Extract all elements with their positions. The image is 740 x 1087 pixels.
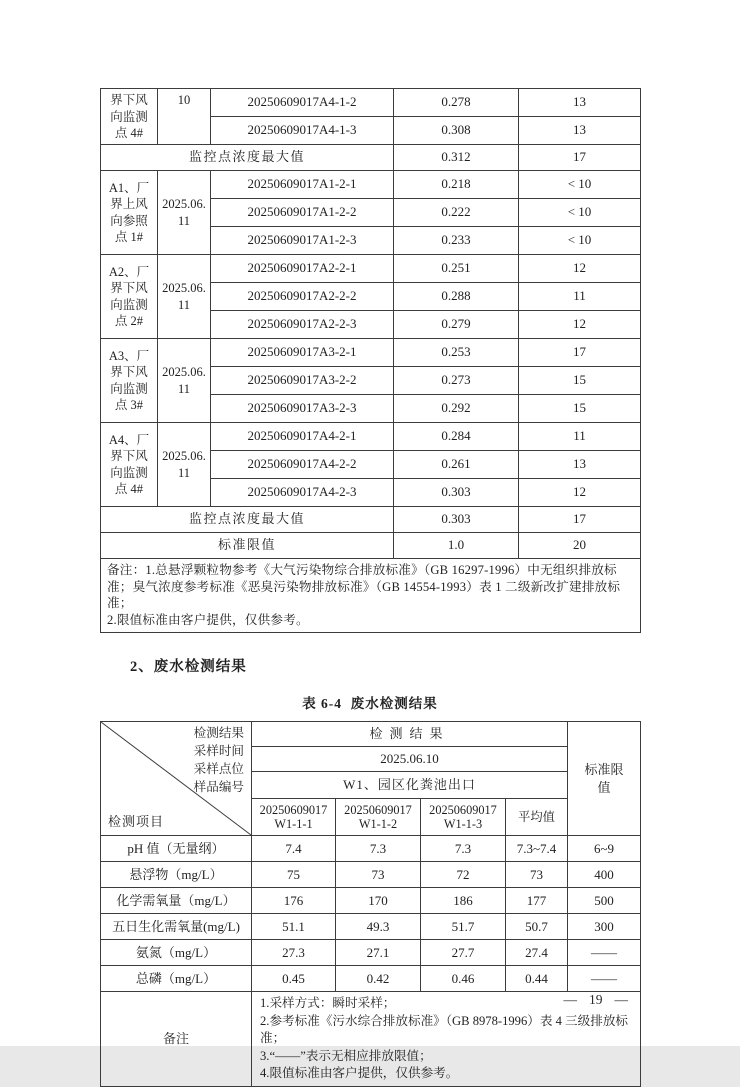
table-row [101,171,641,199]
value-cell: 73 [336,862,421,888]
concentration-cell: 0.312 [394,145,519,171]
odor-value-cell: 13 [519,89,641,117]
limit-header-label: 标准限 值 [568,722,641,836]
sample-id-cell: 20250609017A4-2-2 [211,451,394,479]
concentration-cell: 0.222 [394,199,519,227]
table-row [101,722,641,747]
odor-value-cell: 12 [519,255,641,283]
parameter-name-cell: 总磷（mg/L） [101,966,252,992]
max-concentration-label: 监控点浓度最大值 [101,145,394,171]
monitoring-point-cell: A1、厂 界上风 向参照 点 1# [101,171,158,255]
value-cell: 72 [421,862,506,888]
value-cell: 0.46 [421,966,506,992]
page-number [564,992,629,1008]
concentration-cell: 0.273 [394,367,519,395]
table-row [101,507,641,533]
concentration-cell: 0.284 [394,423,519,451]
sample-date-cell: 10 [158,89,211,145]
sample-id-header: 20250609017 W1-1-1 [252,799,336,836]
sample-id-cell: 20250609017A1-2-2 [211,199,394,227]
sample-date-cell: 2025.06. 11 [158,171,211,255]
odor-value-cell: 15 [519,367,641,395]
limit-cell: 300 [568,914,641,940]
table-row [101,255,641,283]
table-caption: 表 6-4 废水检测结果 [302,696,438,712]
parameter-name-cell: 氨氮（mg/L） [101,940,252,966]
parameter-name-cell: 悬浮物（mg/L） [101,862,252,888]
limit-cell: 500 [568,888,641,914]
limit-cell: 6~9 [568,836,641,862]
odor-value-cell: 13 [519,451,641,479]
sample-id-cell: 20250609017A4-1-3 [211,117,394,145]
concentration-cell: 0.253 [394,339,519,367]
odor-value-cell: < 10 [519,199,641,227]
page-content [100,0,640,1087]
odor-value-cell: 17 [519,507,641,533]
concentration-cell: 0.233 [394,227,519,255]
average-cell: 7.3~7.4 [506,836,568,862]
sample-id-cell: 20250609017A2-2-2 [211,283,394,311]
table-row [101,423,641,451]
value-cell: 186 [421,888,506,914]
sample-id-cell: 20250609017A1-2-1 [211,171,394,199]
average-cell: 27.4 [506,940,568,966]
sample-date-cell: 2025.06. 11 [158,339,211,423]
sample-date-cell: 2025.06. 11 [158,423,211,507]
section-heading: 2、废水检测结果 [130,659,247,676]
odor-value-cell: 11 [519,283,641,311]
parameter-name-cell: 化学需氧量（mg/L） [101,888,252,914]
concentration-cell: 0.303 [394,479,519,507]
concentration-cell: 0.279 [394,311,519,339]
table-row [101,89,641,117]
diagonal-header-cell [101,722,252,836]
odor-value-cell: 12 [519,311,641,339]
standard-limit-label: 标准限值 [101,533,394,559]
limit-cell: 400 [568,862,641,888]
table-row [101,888,641,914]
sampling-location-cell: W1、园区化粪池出口 [252,772,568,799]
monitoring-point-cell: A3、厂 界下风 向监测 点 3# [101,339,158,423]
table-row [101,940,641,966]
table-footnote: 备注：1.总悬浮颗粒物参考《大气污染物综合排放标准》（GB 16297-1996）中无组织排放标准；臭气浓度参考标准《恶臭污染物排放标准》（GB 14554-1993）表 1 二级新改扩建排放标准； 2.限值标准由客户提供，仅供参考。 [101,559,641,633]
odor-value-cell: 20 [519,533,641,559]
sample-date-cell: 2025.06. 11 [158,255,211,339]
average-cell: 73 [506,862,568,888]
header-corner-bottom-label: 检测项目 [108,814,165,830]
air-odor-results-table [100,88,641,633]
table-row [101,862,641,888]
monitoring-point-cell: 界下风 向监测 点 4# [101,89,158,145]
odor-value-cell: 12 [519,479,641,507]
table-row [101,992,641,1087]
value-cell: 27.7 [421,940,506,966]
limit-cell: —— [568,966,641,992]
concentration-cell: 1.0 [394,533,519,559]
concentration-cell: 0.218 [394,171,519,199]
sample-id-cell: 20250609017A4-2-1 [211,423,394,451]
remark-label-cell: 备注 [101,992,252,1087]
max-concentration-label: 监控点浓度最大值 [101,507,394,533]
value-cell: 176 [252,888,336,914]
limit-cell: —— [568,940,641,966]
table-row [101,836,641,862]
value-cell: 7.3 [336,836,421,862]
table-row [101,533,641,559]
result-header-label: 检测结果 [252,722,568,747]
concentration-cell: 0.278 [394,89,519,117]
value-cell: 51.7 [421,914,506,940]
value-cell: 7.4 [252,836,336,862]
odor-value-cell: 15 [519,395,641,423]
odor-value-cell: < 10 [519,171,641,199]
remark-text-cell: 1.采样方式：瞬时采样； 2.参考标准《污水综合排放标准》（GB 8978-1996）表 4 三级排放标准； 3.“——”表示无相应排放限值； 4.限值标准由客户提供，仅供参考。 [252,992,641,1087]
average-header-label: 平均值 [506,799,568,836]
parameter-name-cell: 五日生化需氧量(mg/L) [101,914,252,940]
value-cell: 170 [336,888,421,914]
value-cell: 27.3 [252,940,336,966]
table-row [101,914,641,940]
odor-value-cell: 17 [519,145,641,171]
sample-id-cell: 20250609017A1-2-3 [211,227,394,255]
monitoring-point-cell: A2、厂 界下风 向监测 点 2# [101,255,158,339]
sample-id-header: 20250609017 W1-1-3 [421,799,506,836]
parameter-name-cell: pH 值（无量纲） [101,836,252,862]
table-row [101,145,641,171]
page-number-dash-right: — [614,992,628,1007]
average-cell: 177 [506,888,568,914]
concentration-cell: 0.288 [394,283,519,311]
monitoring-point-cell: A4、厂 界下风 向监测 点 4# [101,423,158,507]
value-cell: 49.3 [336,914,421,940]
page-number-dash-left: — [563,992,577,1007]
sample-id-header: 20250609017 W1-1-2 [336,799,421,836]
average-cell: 50.7 [506,914,568,940]
sample-id-cell: 20250609017A4-1-2 [211,89,394,117]
average-cell: 0.44 [506,966,568,992]
value-cell: 75 [252,862,336,888]
concentration-cell: 0.251 [394,255,519,283]
odor-value-cell: < 10 [519,227,641,255]
value-cell: 7.3 [421,836,506,862]
table-row [101,966,641,992]
concentration-cell: 0.261 [394,451,519,479]
concentration-cell: 0.308 [394,117,519,145]
page-number-value: 19 [589,992,603,1007]
sample-id-cell: 20250609017A2-2-3 [211,311,394,339]
sample-id-cell: 20250609017A3-2-2 [211,367,394,395]
odor-value-cell: 11 [519,423,641,451]
concentration-cell: 0.292 [394,395,519,423]
header-corner-top-labels: 检测结果 采样时间 采样点位 样品编号 [193,726,244,795]
sample-id-cell: 20250609017A4-2-3 [211,479,394,507]
sample-id-cell: 20250609017A3-2-1 [211,339,394,367]
sample-id-cell: 20250609017A2-2-1 [211,255,394,283]
value-cell: 0.42 [336,966,421,992]
value-cell: 0.45 [252,966,336,992]
value-cell: 51.1 [252,914,336,940]
sampling-date-cell: 2025.06.10 [252,747,568,772]
sample-id-cell: 20250609017A3-2-3 [211,395,394,423]
wastewater-results-table [100,721,641,1087]
odor-value-cell: 17 [519,339,641,367]
odor-value-cell: 13 [519,117,641,145]
value-cell: 27.1 [336,940,421,966]
table-row [101,339,641,367]
table-row [101,559,641,633]
concentration-cell: 0.303 [394,507,519,533]
